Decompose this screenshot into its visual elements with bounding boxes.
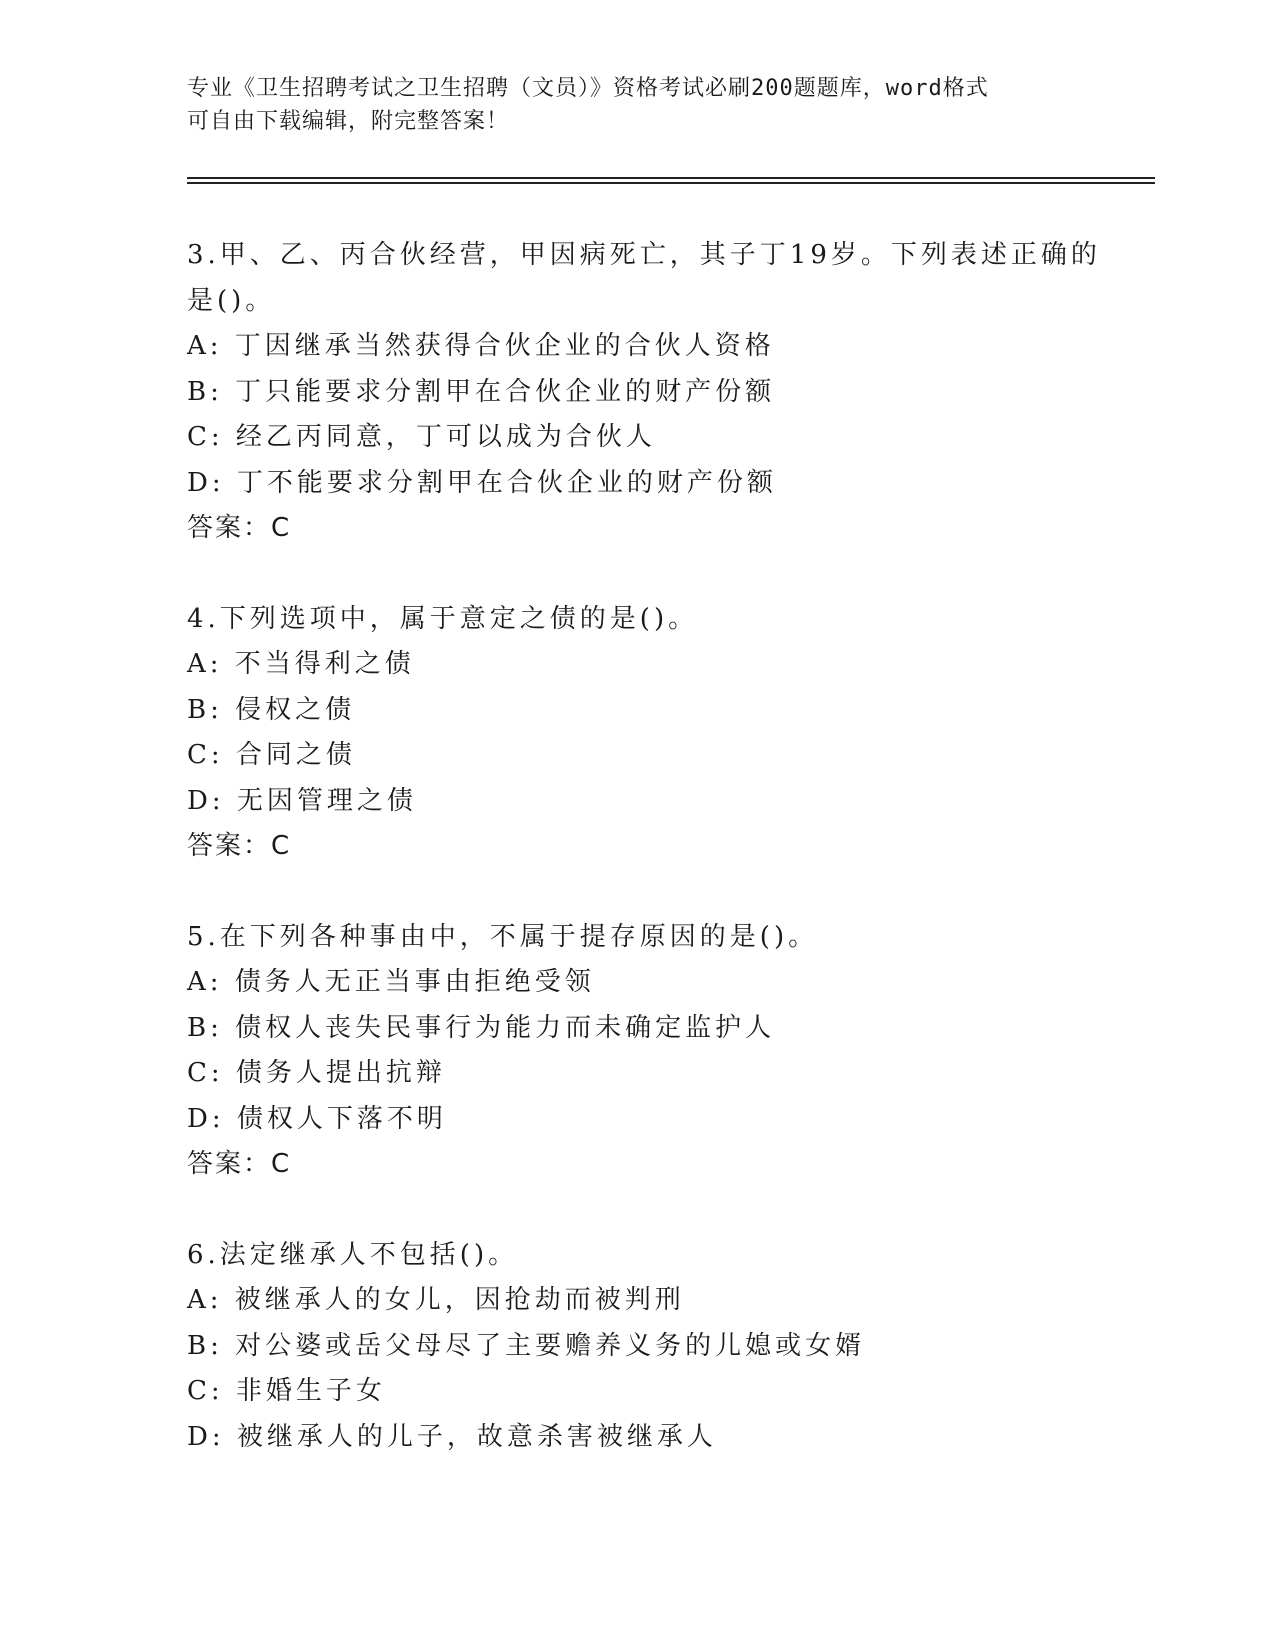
- option-b: B: 丁只能要求分割甲在合伙企业的财产份额: [187, 376, 776, 407]
- header-line-1: 专业《卫生招聘考试之卫生招聘（文员）》资格考试必刷200题题库，word格式: [187, 76, 989, 101]
- option-a: A: 债务人无正当事由拒绝受领: [187, 967, 595, 997]
- question-list: [187, 233, 1101, 1505]
- question-stem-line: 5.在下列各种事由中，不属于提存原因的是()。: [187, 921, 819, 952]
- option-c: C: 经乙丙同意，丁可以成为合伙人: [187, 422, 656, 452]
- option-c: C: 债务人提出抗辩: [187, 1058, 446, 1088]
- question-stem-line: 是()。: [187, 285, 276, 316]
- answer-label: 答案：C: [187, 831, 292, 861]
- option-a: A: 不当得利之债: [187, 649, 415, 679]
- option-d: D: 被继承人的儿子，故意杀害被继承人: [187, 1421, 717, 1452]
- option-c: C: 合同之债: [187, 740, 356, 770]
- question-3: [187, 233, 1101, 552]
- option-b: B: 债权人丧失民事行为能力而未确定监护人: [187, 1012, 776, 1043]
- option-b: B: 对公婆或岳父母尽了主要赡养义务的儿媳或女婿: [187, 1330, 866, 1361]
- option-d: D: 债权人下落不明: [187, 1103, 447, 1134]
- header-divider-top: [187, 177, 1155, 179]
- option-b: B: 侵权之债: [187, 694, 356, 725]
- question-5: [187, 915, 1087, 1188]
- document-header: [187, 72, 1087, 138]
- header-line-2: 可自由下载编辑，附完整答案！: [187, 109, 510, 134]
- option-a: A: 被继承人的女儿，因抢劫而被判刑: [187, 1285, 685, 1315]
- question-stem-line: 4.下列选项中，属于意定之债的是()。: [187, 603, 699, 634]
- question-stem-line: 6.法定继承人不包括()。: [187, 1239, 519, 1270]
- option-d: D: 丁不能要求分割甲在合伙企业的财产份额: [187, 467, 777, 498]
- option-c: C: 非婚生子女: [187, 1376, 386, 1406]
- answer-label: 答案：C: [187, 1149, 292, 1179]
- question-4: [187, 597, 1087, 870]
- answer-label: 答案：C: [187, 513, 292, 543]
- option-a: A: 丁因继承当然获得合伙企业的合伙人资格: [187, 331, 775, 361]
- question-6: [187, 1233, 1087, 1461]
- header-divider-bottom: [187, 182, 1155, 184]
- question-stem-line: 3.甲、乙、丙合伙经营，甲因病死亡，其子丁19岁。下列表述正确的: [187, 240, 1101, 270]
- option-d: D: 无因管理之债: [187, 785, 417, 816]
